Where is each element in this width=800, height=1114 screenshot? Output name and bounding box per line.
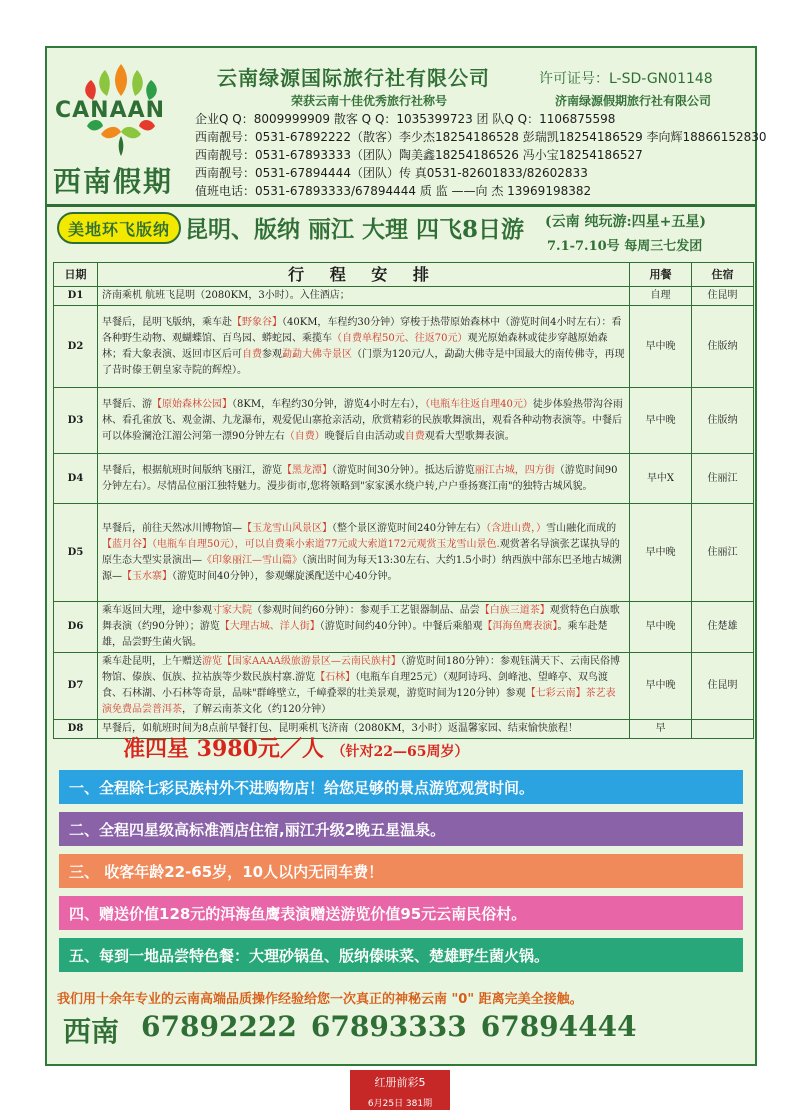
highlight-text: 【大理古城、洋人街】 <box>219 621 320 632</box>
meal-cell: 早 <box>630 720 692 739</box>
highlight-text: 【石林】 <box>315 672 356 683</box>
meal-cell: 早中晚 <box>630 504 692 602</box>
itinerary-cell <box>98 287 630 306</box>
itinerary-cell <box>98 306 630 388</box>
col-header-meals: 用餐 <box>630 263 692 287</box>
highlight-text: （电瓶车自理50元），可以自费乘小索道77元或大索道172元观赏玉龙雪山景色. <box>152 538 500 550</box>
day-cell: D4 <box>54 454 98 504</box>
highlight-text: 【七彩云南】茶艺表演免费品尝普洱茶 <box>102 688 616 715</box>
itinerary-cell <box>98 504 630 602</box>
table-header-row <box>54 263 754 287</box>
flyer-sheet <box>45 46 767 1066</box>
route-badge: 美地环飞版纳 <box>57 212 181 244</box>
phone-number: 67893333 <box>310 1010 467 1043</box>
table-row <box>54 388 754 454</box>
contact-line: 西南靓号：0531-67894444（团队）传 真0531-82601833/82602833 <box>195 166 588 180</box>
table-row <box>54 287 754 306</box>
day-cell: D5 <box>54 504 98 602</box>
highlight-text: 勐勐大佛寺景区 <box>282 348 352 360</box>
itinerary-text: （门票为120元/人，勐勐大佛寺是中国最大的南传佛寺，再现了昔时傣王朝皇家寺院的辉煌）。 <box>102 348 625 376</box>
license-number: 许可证号：L-SD-GN01148 <box>539 71 713 87</box>
col-header-date: 日期 <box>54 263 98 287</box>
itinerary-text: 观光原始森林或徒步穿越原始森林；看大象表演、返回市区后可 <box>102 332 608 360</box>
day-cell: D1 <box>54 287 98 306</box>
highlight-text: （自费单程50元、往返70元） <box>332 332 468 344</box>
lodging-cell: 住楚雄 <box>692 602 754 653</box>
highlight-text: 游览【国家AAAA级旅游景区—云南民族村】 <box>202 656 401 667</box>
phone-numbers <box>63 1010 637 1050</box>
itinerary-text: （40KM，车程约30分钟）穿梭于热带原始森林中（游览时间4小时左右）：看各种野生动物、观蝴蝶馆、百鸟园、蟒蛇园、乘揽车 <box>102 316 622 344</box>
brand-title: 西南假期 <box>53 165 174 198</box>
highlight-text: 丽江古城，四方街 <box>474 464 555 476</box>
lodging-cell: 住版纳 <box>692 306 754 388</box>
lodging-cell: 住丽江 <box>692 504 754 602</box>
highlight-text: 【白族三道茶】 <box>479 605 550 616</box>
price-age-note: （针对22—65周岁） <box>331 744 469 760</box>
lodging-cell: 住丽江 <box>692 454 754 504</box>
lodging-cell: 住昆明 <box>692 653 754 720</box>
highlight-text: 【洱海鱼鹰表演】 <box>482 621 558 632</box>
company-name: 云南绿源国际旅行社有限公司 <box>217 66 490 90</box>
itinerary-text: 徒步体验热带沟谷雨林、看孔雀放飞、观金湖、九龙瀑布，观爱伲山寨抢亲活动，欣赏精彩的民族歌舞演出，观看各种动物表演等。中餐后可以体验澜沧江湄公河第一漂90分钟左右 <box>102 398 623 442</box>
itinerary-text: 济南乘机 航班飞昆明（2080KM，3小时）。入住酒店； <box>102 290 350 301</box>
day-cell: D7 <box>54 653 98 720</box>
itinerary-cell <box>98 602 630 653</box>
header-divider <box>47 204 755 207</box>
contact-line: 企业Q Q：8009999909 散客 Q Q：1035399723 团 队Q Q：1106875598 <box>195 112 616 126</box>
col-header-lodging: 住宿 <box>692 263 754 287</box>
itinerary-text: 早餐后，根据航班时间版纳飞丽江，游览 <box>102 464 282 476</box>
day-cell: D2 <box>54 306 98 388</box>
itinerary-text: （8KM，车程约30分钟，游览4小时左右）， <box>232 398 426 410</box>
meal-cell: 早中晚 <box>630 653 692 720</box>
honor-left: 荣获云南十佳优秀旅行社称号 <box>291 94 448 108</box>
itinerary-cell <box>98 653 630 720</box>
day-cell: D8 <box>54 720 98 739</box>
itinerary-text: 参观 <box>262 348 282 360</box>
highlight-text: 【玉水寨】 <box>122 570 172 582</box>
itinerary-text: （电瓶车自理25元）（观阿诗玛、剑峰池、望峰亭、双鸟渡食、石林湖、小石林等奇景，品味"群峰壁立，千嶂叠翠的壮美景观，游览时间为120分钟）参观 <box>102 672 608 699</box>
highlight-text: 寸家大院 <box>212 605 252 616</box>
itinerary-text: （游览时间40分钟），参观螺旋溪配送中心40分钟。 <box>172 570 398 582</box>
phone-city: 西南 <box>63 1015 120 1048</box>
lodging-cell <box>692 720 754 739</box>
meal-cell: 早中晚 <box>630 388 692 454</box>
itinerary-text: （游览时间180分钟）：参观钰满天下、云南民俗博物馆、傣族、佤族、拉祜族等少数民族村寨.游览 <box>102 656 620 683</box>
itinerary-cell <box>98 454 630 504</box>
feature-bar: 二、全程四星级高标准酒店住宿,丽江升级2晚五星温泉。 <box>59 812 743 846</box>
itinerary-text: 观赏著名导演张艺谋执导的原生态大型实景演出— <box>102 538 620 566</box>
slogan: 我们用十余年专业的云南高端品质操作经验给您一次真正的神秘云南 "0" 距离完美全接触。 <box>57 992 583 1007</box>
day-cell: D6 <box>54 602 98 653</box>
highlight-text: 《印象丽江—雪山篇》 <box>202 554 302 566</box>
highlight-text: （电瓶车往返自理40元） <box>425 398 533 410</box>
itinerary-cell <box>98 388 630 454</box>
col-header-itinerary: 行 程 安 排 <box>98 263 630 287</box>
highlight-text: 自费 <box>404 430 425 442</box>
contact-line: 值班电话：0531-67893333/67894444 质 监 ——向 杰 13969198382 <box>195 184 592 198</box>
feature-bar: 一、全程除七彩民族村外不进购物店！给您足够的景点游览观赏时间。 <box>59 770 743 804</box>
itinerary-text: （参观时间约60分钟）：参观手工艺银器制品、品尝 <box>252 605 480 616</box>
itinerary-text: （游览时间30分钟）。抵达后游览 <box>332 464 475 476</box>
lodging-cell: 住昆明 <box>692 287 754 306</box>
itinerary-text: 早餐后，昆明飞版纳，乘车赴 <box>102 316 232 328</box>
route-subtitle: (云南 纯玩游:四星+五星) <box>545 214 707 230</box>
itinerary-text: ，了解云南茶文化（约120分钟） <box>182 704 332 715</box>
footer-section: 红册前彩5 <box>374 1076 426 1089</box>
highlight-text: 【原始森林公园】 <box>152 398 232 410</box>
highlight-text: 【玉龙雪山风景区】 <box>242 522 332 534</box>
meal-cell: 早中晚 <box>630 306 692 388</box>
itinerary-text: 乘车返回大理，途中参观 <box>102 605 212 616</box>
price-line <box>123 732 469 763</box>
feature-bar: 四、赠送价值128元的洱海鱼鹰表演赠送游览价值95元云南民俗村。 <box>59 896 743 930</box>
meal-cell: 早中晚 <box>630 602 692 653</box>
highlight-text: （自费） <box>284 430 325 442</box>
itinerary-text: 观看大型歌舞表演。 <box>424 430 515 442</box>
route-dates: 7.1-7.10号 每周三七发团 <box>547 239 703 254</box>
highlight-text: 【黑龙潭】 <box>282 464 332 476</box>
day-cell: D3 <box>54 388 98 454</box>
route-title: 昆明、版纳 丽江 大理 四飞8日游 <box>185 216 525 243</box>
itinerary-text: 早餐后，如航班时间为8点前早餐打包、昆明乘机飞济南（2080KM，3小时）返温馨家园、结束愉快旅程！ <box>102 723 578 734</box>
itinerary-text: （演出时间为每天13:30左右、大约1.5小时）纳西族中部东巴圣地古城溯源— <box>102 554 622 582</box>
page-footer-tab <box>350 1070 450 1110</box>
meal-cell: 早中X <box>630 454 692 504</box>
itinerary-text: 。乘车赴楚雄，品尝野生菌火锅。 <box>102 621 608 648</box>
itinerary-text: （游览时间90分钟左右）。尽情品位丽江独特魅力。漫步街市,您将领略到"家家溪水绕户转,户户垂扬赛江南"的独特古城风貌。 <box>102 464 618 492</box>
highlight-text: 自费 <box>242 348 262 360</box>
table-row <box>54 504 754 602</box>
feature-bar: 五、每到一地品尝特色餐：大理砂锅鱼、版纳傣味菜、楚雄野生菌火锅。 <box>59 938 743 972</box>
table-row <box>54 454 754 504</box>
itinerary-text: 晚餐后自由活动或 <box>324 430 405 442</box>
itinerary-text: 观赏特色白族歌舞表演（约90分钟）；游览 <box>102 605 620 632</box>
itinerary-text: 乘车赴昆明，上午赠送 <box>102 656 202 667</box>
itinerary-text: 早餐后、游 <box>102 398 152 410</box>
phone-number: 67892222 <box>141 1010 297 1043</box>
footer-issue: 6月25日 381期 <box>367 1099 433 1109</box>
table-row <box>54 306 754 388</box>
itinerary-body <box>54 287 754 739</box>
table-row <box>54 602 754 653</box>
itinerary-text: （游览时间约40分钟）。中餐后乘船观 <box>319 621 483 632</box>
highlight-text: 【野象谷】 <box>232 316 282 328</box>
itinerary-text: （整个景区游览时间240分钟左右） <box>332 522 487 534</box>
highlight-text: 【蓝月谷】 <box>102 538 152 550</box>
price-main: 准四星 3980元／人 <box>123 736 324 762</box>
logo-wordmark: CANAAN <box>55 98 166 123</box>
lodging-cell: 住版纳 <box>692 388 754 454</box>
feature-bar: 三、 收客年龄22-65岁，10人以内无同车费！ <box>59 854 743 888</box>
contact-line: 西南靓号：0531-67893333（团队）陶美鑫18254186526 冯小宝18254186527 <box>195 148 643 162</box>
contact-line: 西南靓号：0531-67892222（散客）李少杰18254186528 彭瑞凯18254186529 李向辉18866152830 <box>195 130 767 144</box>
phone-number: 67894444 <box>480 1010 637 1043</box>
meal-cell: 自理 <box>630 287 692 306</box>
table-row <box>54 653 754 720</box>
itinerary-text: 雪山融化而成的 <box>546 522 617 534</box>
itinerary-text: 早餐后，前往天然冰川博物馆— <box>102 522 242 534</box>
itinerary-table <box>53 262 754 739</box>
honor-right: 济南绿源假期旅行社有限公司 <box>555 94 712 108</box>
highlight-text: （含进山费，） <box>486 522 547 534</box>
